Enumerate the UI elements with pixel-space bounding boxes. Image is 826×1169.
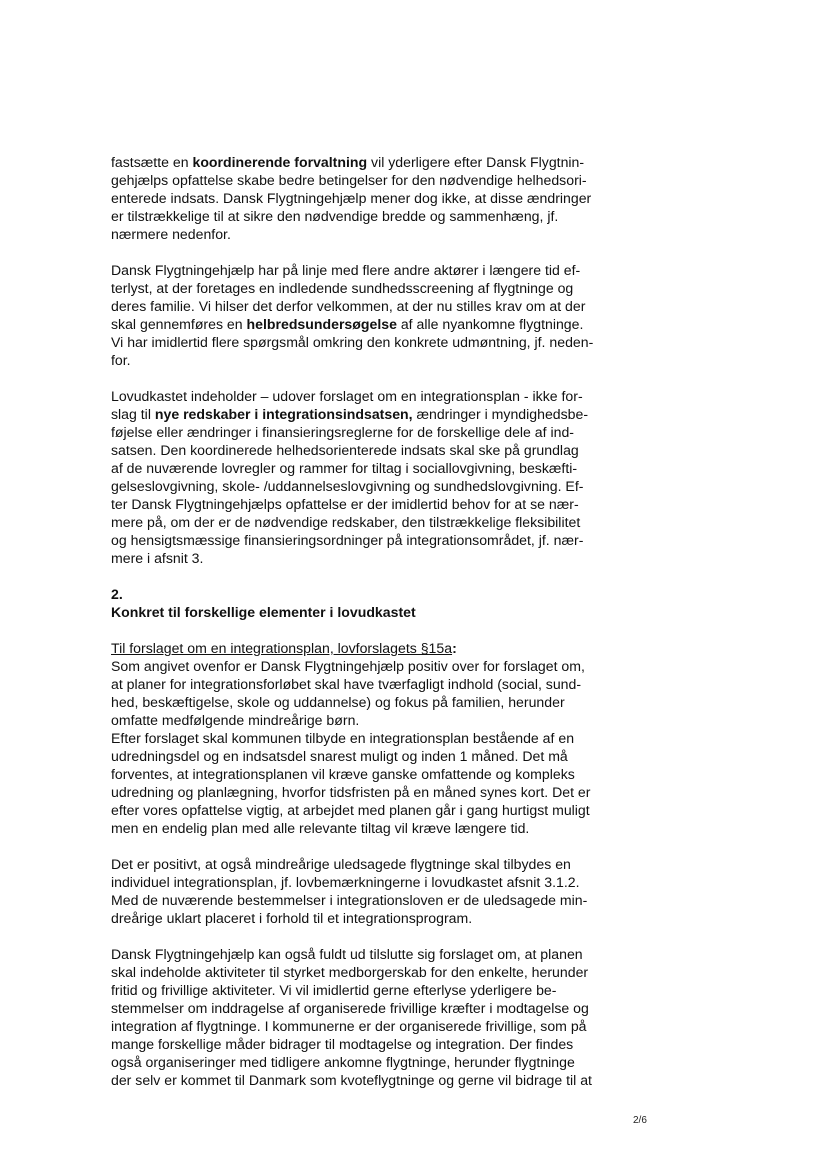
paragraph-health-screening (111, 261, 641, 369)
text-line: ter Dansk Flygtningehjælps opfattelse er der imidlertid behov for at se nær- (111, 496, 579, 512)
text-line: gehjælps opfattelse skabe bedre betingelser for den nødvendige helhedsori- (111, 172, 587, 188)
text-line: nærmere nedenfor. (111, 226, 231, 242)
text-line: omfatte medfølgende mindreårige børn. (111, 712, 360, 728)
text-line: Som angivet ovenfor er Dansk Flygtningehjælp positiv over for forslaget om, (111, 658, 585, 674)
text-line: skal indeholde aktiviteter til styrket medborgerskab for den enkelte, herunder (111, 964, 589, 980)
text-line: dreårige uklart placeret i forhold til et integrationsprogram. (111, 910, 473, 926)
paragraph-volunteers (111, 945, 641, 1089)
text-line: Med de nuværende bestemmelser i integrationsloven er de uledsagede min- (111, 892, 588, 908)
text-line: Lovudkastet indeholder – udover forslaget om en integrationsplan - ikke for- (111, 388, 583, 404)
text-line: fritid og frivillige aktiviteter. Vi vil imidlertid gerne efterlyse yderligere be- (111, 982, 557, 998)
text-line: udredning og planlægning, hvorfor tidsfristen på en måned synes kort. Det er (111, 784, 591, 800)
text-line: mere på, om der er de nødvendige redskaber, den tilstrækkelige fleksibilitet (111, 514, 581, 530)
text-line (111, 153, 641, 171)
text-line: at planer for integrationsforløbet skal have tværfagligt indhold (social, sund- (111, 676, 582, 692)
text-line: også organiseringer med tidligere ankomne flygtninge, herunder flygtninge (111, 1054, 575, 1070)
text-line: hed, beskæftigelse, skole og uddannelse) og fokus på familien, herunder (111, 694, 565, 710)
text-line: enterede indsats. Dansk Flygtningehjælp mener dog ikke, at disse ændringer (111, 190, 592, 206)
text-line: mere i afsnit 3. (111, 550, 204, 566)
text-run: af alle nyankomne flygtninge. (396, 316, 584, 332)
text-line: forventes, at integrationsplanen vil kræve ganske omfattende og kompleks (111, 766, 575, 782)
text-line (111, 315, 641, 333)
text-line: af de nuværende lovregler og rammer for tiltag i sociallovgivning, beskæfti- (111, 460, 578, 476)
document-body (111, 153, 641, 1089)
page-number: 2/6 (633, 1115, 647, 1126)
text-run: skal gennemføres en (111, 316, 247, 332)
paragraph-coordination (111, 153, 641, 243)
text-run: ændringer i myndighedsbe- (412, 406, 589, 422)
paragraph-new-tools (111, 387, 641, 567)
bold-text: nye redskaber i integrationsindsatsen, (154, 406, 413, 422)
bold-text: helbredsundersøgelse (246, 316, 397, 332)
text-line: og hensigtsmæssige finansieringsordninger på integrationsområdet, jf. nær- (111, 532, 584, 548)
bold-text: koordinerende forvaltning (192, 154, 368, 170)
text-line: Dansk Flygtningehjælp har på linje med flere andre aktører i længere tid ef- (111, 262, 581, 278)
text-line: efter vores opfattelse vigtig, at arbejdet med planen går i gang hurtigst muligt (111, 802, 590, 818)
text-line (111, 405, 641, 423)
text-line: individuel integrationsplan, jf. lovbemærkningerne i lovudkastet afsnit 3.1.2. (111, 874, 580, 890)
text-line: integration af flygtninge. I kommunerne er der organiserede frivillige, som på (111, 1018, 587, 1034)
text-line: Dansk Flygtningehjælp kan også fuldt ud tilslutte sig forslaget om, at planen (111, 946, 583, 962)
text-line: gelseslovgivning, skole- /uddannelseslovgivning og sundhedslovgivning. Ef- (111, 478, 584, 494)
section-heading (111, 585, 641, 621)
paragraph-unaccompanied-minors (111, 855, 641, 927)
text-line: der selv er kommet til Danmark som kvoteflygtninge og gerne vil bidrage til at (111, 1072, 592, 1088)
section-title: Konkret til forskellige elementer i lovudkastet (111, 604, 416, 620)
text-line: satsen. Den koordinerede helhedsorienterede indsats skal ske på grundlag (111, 442, 579, 458)
paragraph-integration-plan (111, 639, 641, 837)
text-line: deres familie. Vi hilser det derfor velkommen, at der nu stilles krav om at der (111, 298, 586, 314)
text-run: vil yderligere efter Dansk Flygtnin- (367, 154, 585, 170)
text-run: fastsætte en (111, 154, 193, 170)
text-line: terlyst, at der foretages en indledende sundhedsscreening af flygtninge og (111, 280, 574, 296)
text-line: mange forskellige måder bidrager til modtagelse og integration. Der findes (111, 1036, 574, 1052)
underlined-heading: Til forslaget om en integrationsplan, lovforslagets §15a (111, 640, 453, 656)
text-run: slag til (111, 406, 155, 422)
text-line: men en endelig plan med alle relevante tiltag vil kræve længere tid. (111, 820, 530, 836)
subheading (111, 639, 641, 657)
text-line: Det er positivt, at også mindreårige uledsagede flygtninge skal tilbydes en (111, 856, 571, 872)
heading-colon: : (452, 640, 457, 656)
text-line: stemmelser om inddragelse af organiserede frivillige kræfter i modtagelse og (111, 1000, 589, 1016)
section-number: 2. (111, 586, 123, 602)
text-line: Efter forslaget skal kommunen tilbyde en integrationsplan bestående af en (111, 730, 575, 746)
text-line: for. (111, 352, 131, 368)
text-line: føjelse eller ændringer i finansieringsreglerne for de forskellige dele af ind- (111, 424, 574, 440)
text-line: udredningsdel og en indsatsdel snarest muligt og inden 1 måned. Det må (111, 748, 568, 764)
text-line: Vi har imidlertid flere spørgsmål omkring den konkrete udmøntning, jf. neden- (111, 334, 594, 350)
text-line: er tilstrækkelige til at sikre den nødvendige bredde og sammenhæng, jf. (111, 208, 559, 224)
